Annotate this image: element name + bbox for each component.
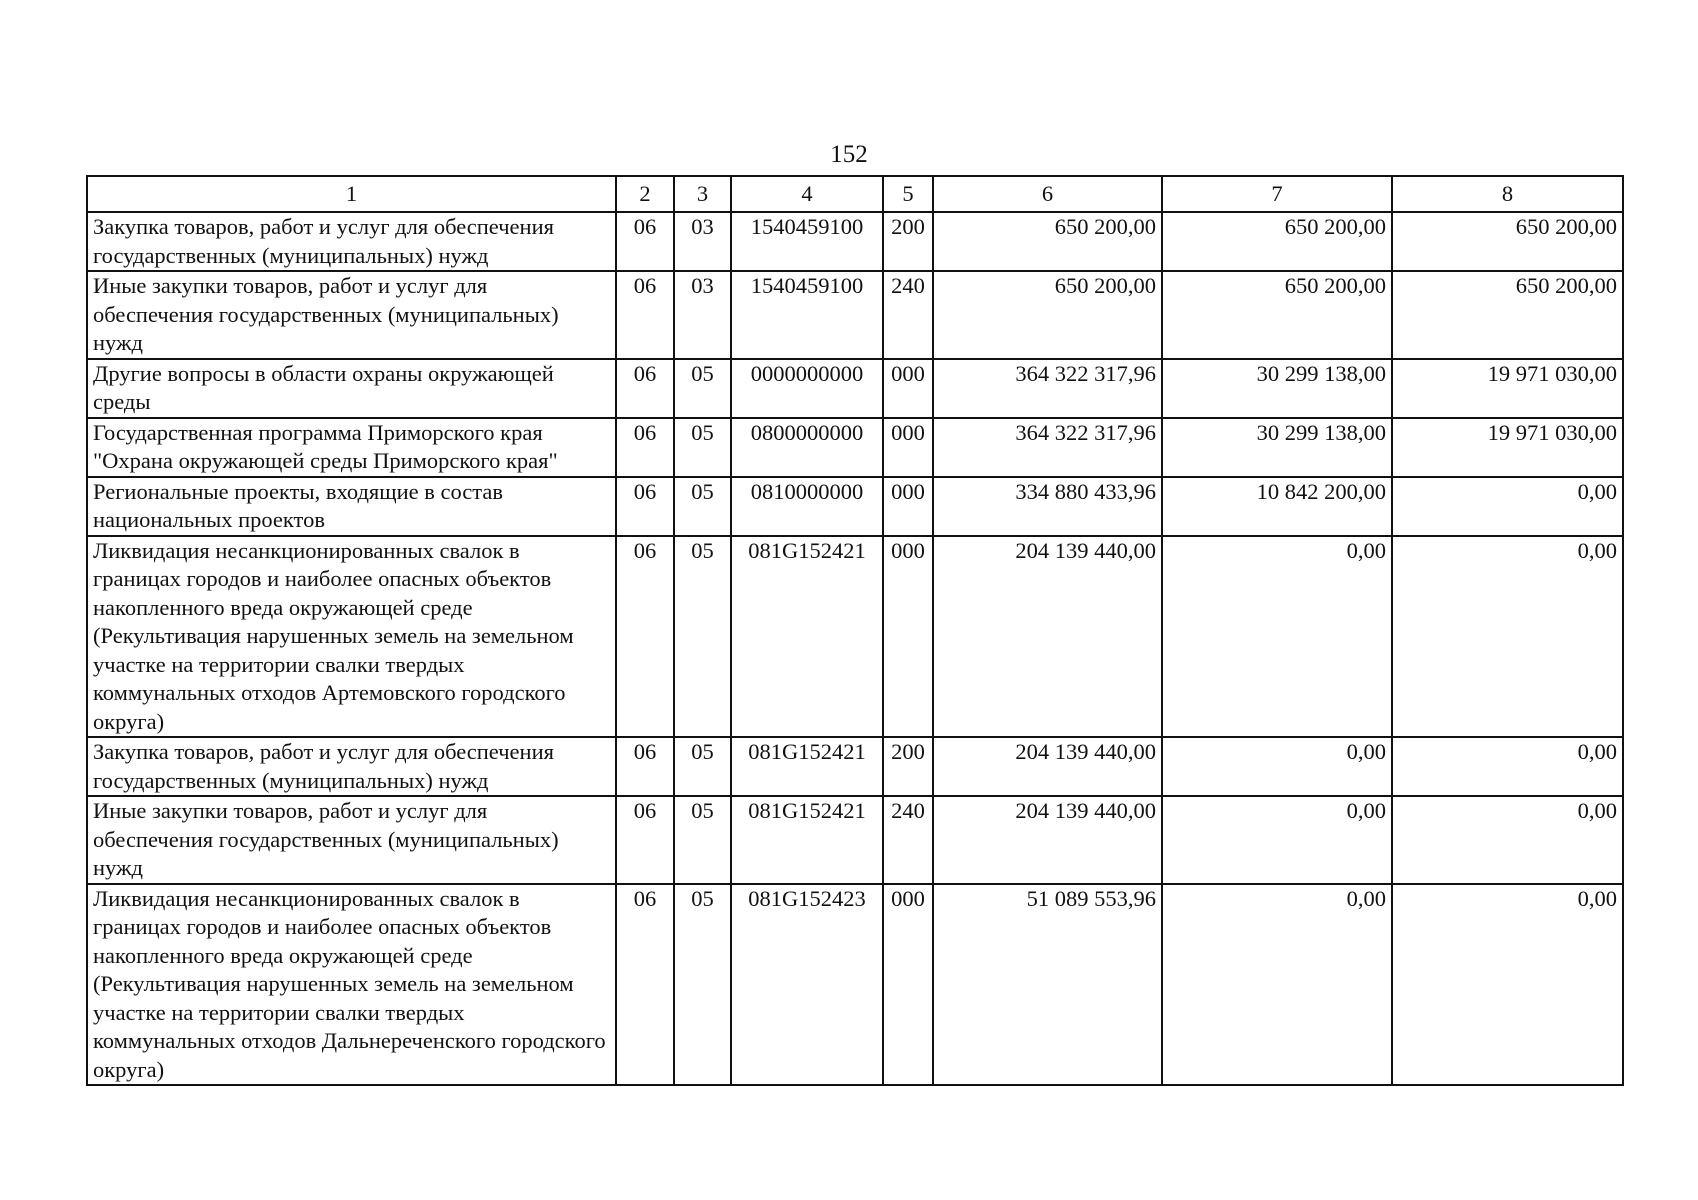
subsection-code: 03 [674,271,731,359]
amount-col-6: 650 200,00 [933,271,1162,359]
amount-col-6: 204 139 440,00 [933,737,1162,796]
amount-col-6: 334 880 433,96 [933,477,1162,536]
table-row [87,418,1623,477]
section-code: 06 [616,418,674,477]
table-header [87,176,1623,212]
amount-col-7: 0,00 [1162,796,1392,884]
expense-type-code: 000 [883,418,933,477]
amount-col-8: 650 200,00 [1392,271,1623,359]
target-article-code: 081G152421 [731,796,883,884]
expense-type-code: 200 [883,212,933,271]
amount-col-7: 30 299 138,00 [1162,418,1392,477]
amount-col-7: 0,00 [1162,884,1392,1086]
amount-col-6: 364 322 317,96 [933,418,1162,477]
target-article-code: 0810000000 [731,477,883,536]
section-code: 06 [616,796,674,884]
amount-col-7: 10 842 200,00 [1162,477,1392,536]
amount-col-6: 650 200,00 [933,212,1162,271]
amount-col-8: 19 971 030,00 [1392,359,1623,418]
row-name: Закупка товаров, работ и услуг для обеспечения государственных (муниципальных) нужд [87,737,616,796]
amount-col-6: 364 322 317,96 [933,359,1162,418]
target-article-code: 1540459100 [731,212,883,271]
amount-col-8: 0,00 [1392,477,1623,536]
target-article-code: 081G152423 [731,884,883,1086]
subsection-code: 05 [674,418,731,477]
amount-col-7: 0,00 [1162,536,1392,738]
header-col-3: 3 [674,176,731,212]
amount-col-7: 0,00 [1162,737,1392,796]
amount-col-7: 650 200,00 [1162,212,1392,271]
row-name: Ликвидация несанкционированных свалок в границах городов и наиболее опасных объектов накопленного вреда окружающей среде (Рекультивация нарушенных земель на земельном участке на территории свалки твердых коммунальных отходов Артемовского городского округа) [87,536,616,738]
section-code: 06 [616,536,674,738]
section-code: 06 [616,359,674,418]
subsection-code: 05 [674,477,731,536]
target-article-code: 1540459100 [731,271,883,359]
amount-col-7: 30 299 138,00 [1162,359,1392,418]
expense-type-code: 000 [883,359,933,418]
expense-type-code: 200 [883,737,933,796]
section-code: 06 [616,737,674,796]
page-number: 152 [830,141,868,168]
table-row [87,212,1623,271]
amount-col-8: 650 200,00 [1392,212,1623,271]
subsection-code: 05 [674,884,731,1086]
row-name: Государственная программа Приморского края "Охрана окружающей среды Приморского края" [87,418,616,477]
section-code: 06 [616,212,674,271]
header-col-7: 7 [1162,176,1392,212]
section-code: 06 [616,884,674,1086]
amount-col-8: 0,00 [1392,796,1623,884]
table-row [87,796,1623,884]
amount-col-8: 0,00 [1392,884,1623,1086]
table-body [87,212,1623,1085]
header-col-2: 2 [616,176,674,212]
header-col-1: 1 [87,176,616,212]
section-code: 06 [616,271,674,359]
amount-col-7: 650 200,00 [1162,271,1392,359]
amount-col-6: 51 089 553,96 [933,884,1162,1086]
header-col-8: 8 [1392,176,1623,212]
table-row [87,271,1623,359]
header-col-5: 5 [883,176,933,212]
target-article-code: 081G152421 [731,737,883,796]
table-row [87,359,1623,418]
subsection-code: 05 [674,536,731,738]
subsection-code: 05 [674,737,731,796]
row-name: Другие вопросы в области охраны окружающей среды [87,359,616,418]
row-name: Иные закупки товаров, работ и услуг для обеспечения государственных (муниципальных) нужд [87,271,616,359]
amount-col-6: 204 139 440,00 [933,536,1162,738]
expense-type-code: 000 [883,536,933,738]
table-row [87,737,1623,796]
section-code: 06 [616,477,674,536]
row-name: Региональные проекты, входящие в состав национальных проектов [87,477,616,536]
table-row [87,477,1623,536]
subsection-code: 05 [674,359,731,418]
subsection-code: 05 [674,796,731,884]
expense-type-code: 240 [883,796,933,884]
header-row [87,176,1623,212]
budget-table [86,175,1624,1086]
target-article-code: 0800000000 [731,418,883,477]
expense-type-code: 000 [883,884,933,1086]
amount-col-8: 0,00 [1392,536,1623,738]
amount-col-8: 0,00 [1392,737,1623,796]
row-name: Иные закупки товаров, работ и услуг для обеспечения государственных (муниципальных) нужд [87,796,616,884]
expense-type-code: 240 [883,271,933,359]
header-col-6: 6 [933,176,1162,212]
expense-type-code: 000 [883,477,933,536]
table-row [87,536,1623,738]
subsection-code: 03 [674,212,731,271]
amount-col-6: 204 139 440,00 [933,796,1162,884]
table-row [87,884,1623,1086]
row-name: Ликвидация несанкционированных свалок в границах городов и наиболее опасных объектов накопленного вреда окружающей среде (Рекультивация нарушенных земель на земельном участке на территории свалки твердых коммунальных отходов Дальнереченского городского округа) [87,884,616,1086]
row-name: Закупка товаров, работ и услуг для обеспечения государственных (муниципальных) нужд [87,212,616,271]
amount-col-8: 19 971 030,00 [1392,418,1623,477]
target-article-code: 081G152421 [731,536,883,738]
target-article-code: 0000000000 [731,359,883,418]
header-col-4: 4 [731,176,883,212]
